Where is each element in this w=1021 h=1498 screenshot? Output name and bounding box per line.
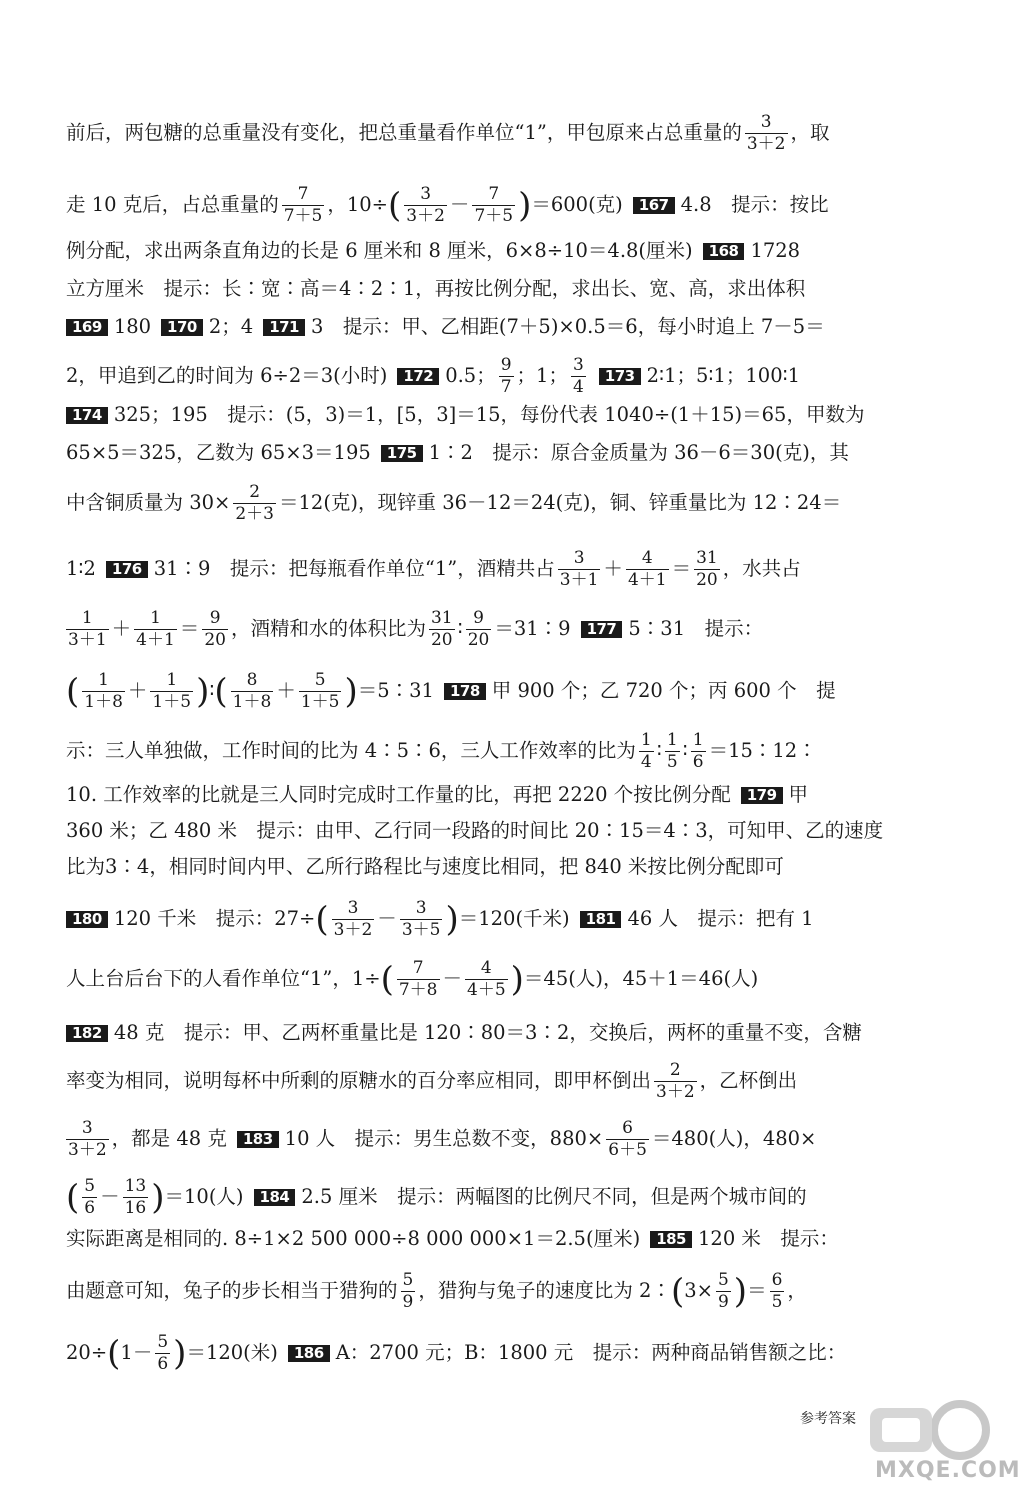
question-number-badge: 181 [580,911,622,928]
question-number-badge: 175 [381,445,423,462]
page-footer: 参考答案 [800,1411,856,1427]
question-number-badge: 182 [66,1025,108,1042]
question-number-badge: 168 [703,243,745,260]
question-number-badge: 180 [66,911,108,928]
text-line-14: 10. 工作效率的比就是三人同时完成时工作量的比，再把 2220 个按比例分配 179 甲 [66,783,809,806]
text: 前后，两包糖的总重量没有变化，把总重量看作单位“1”，甲包原来占总重量的 [66,121,742,144]
question-number-badge: 177 [581,621,623,638]
question-number-badge: 174 [66,407,108,424]
text-line-3: 例分配，求出两条直角边的长是 6 厘米和 8 厘米，6×8÷10＝4.8(厘米) 168 1728 [66,239,801,262]
text-line-2: 走 10 克后，占总重量的 $\frac{7}{7+5}$ ，10÷( $\frac{3}{3+2}$ － $\frac{7}{7+5}$ )＝600(克) 167 4.8 提示：按比 [66,184,829,226]
text-line-12: ( $\frac{1}{1+8}$ ＋ $\frac{1}{1+5}$ )∶( $\frac{8}{1+8}$ ＋ $\frac{5}{1+5}$ )＝5∶31 178 甲 900 个；乙 720 个；丙 600 个 提 [66,670,836,712]
text-line-16: 比为3∶4，相同时间内甲、乙所行路程比与速度比相同，把 840 米按比例分配即可 [66,855,784,878]
text-line-20: 率变为相同，说明每杯中所剩的原糖水的百分率应相同，即甲杯倒出 $\frac{2}{3+2}$ ，乙杯倒出 [66,1060,798,1102]
question-number-badge: 184 [254,1189,296,1206]
question-number-badge: 173 [599,368,641,385]
text-line-8: 65×5＝325，乙数为 65×3＝195 175 1∶2 提示：原合金质量为 36－6＝30(克)，其 [66,441,849,464]
text-line-13: 示：三人单独做，工作时间的比为 4∶5∶6，三人工作效率的比为 $\frac{1}{4}$ ∶ $\frac{1}{5}$ ∶ $\frac{1}{6}$ ＝15∶12∶ [66,730,817,772]
question-number-badge: 171 [263,319,305,336]
question-number-badge: 179 [741,787,783,804]
question-number-badge: 167 [633,197,675,214]
text-line-23: 实际距离是相同的. 8÷1×2 500 000÷8 000 000×1＝2.5(厘米) 185 120 米 提示： [66,1227,839,1250]
text-line-17: 180 120 千米 提示：27÷( $\frac{3}{3+2}$ － $\frac{3}{3+5}$ )＝120(千米) 181 46 人 提示：把有 1 [66,900,814,939]
question-number-badge: 172 [397,368,439,385]
question-number-badge: 178 [444,683,486,700]
text-line-6: 2，甲追到乙的时间为 6÷2＝3(小时) 172 0.5； $\frac{9}{7}$ ；1； $\frac{3}{4}$ 173 2∶1；5∶1；100∶1 [66,355,801,397]
text-line-18: 人上台后台下的人看作单位“1”，1÷( $\frac{7}{7+8}$ － $\frac{4}{4+5}$ )＝45(人)，45＋1＝46(人) [66,958,759,1000]
text-line-9: 中含铜质量为 30× $\frac{2}{2+3}$ ＝12(克)，现锌重 36－12＝24(克)，铜、锌重量比为 12∶24＝ [66,482,842,524]
question-number-badge: 183 [237,1131,279,1148]
text-line-1 [66,114,830,153]
question-number-badge: 170 [161,319,203,336]
text-line-7: 174 325；195 提示：(5，3)＝1，[5，3]＝15，每份代表 1040÷(1＋15)＝65，甲数为 [66,400,864,430]
question-number-badge: 169 [66,319,108,336]
question-number-badge: 176 [106,561,148,578]
text-line-25: 20÷(1－ $\frac{5}{6}$ )＝120(米) 186 A：2700 元；B：1800 元 提示：两种商品销售额之比： [66,1332,847,1374]
text-line-4: 立方厘米 提示：长∶宽∶高＝4∶2∶1，再按比例分配，求出长、宽、高，求出体积 [66,277,806,300]
text-line-19: 182 48 克 提示：甲、乙两杯重量比是 120∶80＝3∶2，交换后，两杯的重量不变，含糖 [66,1018,862,1048]
question-number-badge: 186 [288,1345,330,1362]
text-line-22: ( $\frac{5}{6}$ － $\frac{13}{16}$ )＝10(人) 184 2.5 厘米 提示：两幅图的比例尺不同，但是两个城市间的 [66,1176,807,1218]
text: ，取 [790,121,830,144]
question-number-badge: 185 [650,1231,692,1248]
fraction: $\frac{3}{3+2}$ [746,112,786,154]
watermark-text: MXQE.COM [875,1458,1021,1483]
text-line-21: $\frac{3}{3+2}$ ，都是 48 克 183 10 人 提示：男生总数不变，880× $\frac{6}{6+5}$ ＝480(人)，480× [68,1118,817,1160]
text-line-24: 由题意可知，兔子的步长相当于猎狗的 $\frac{5}{9}$ ，猎狗与兔子的速度比为 2∶(3× $\frac{5}{9}$ )＝ $\frac{6}{5}$ ， [66,1270,807,1312]
text-line-10: 1∶2 176 31∶9 提示：把每瓶看作单位“1”，酒精共占 $\frac{3}{3+1}$ ＋ $\frac{4}{4+1}$ ＝ $\frac{31}{20}$ ，水共占 [66,548,801,590]
text-line-5: 169 180 170 2；4 171 3 提示：甲、乙相距(7＋5)×0.5＝6，每小时追上 7－5＝ [66,312,825,342]
text-line-11: $\frac{1}{3+1}$ ＋ $\frac{1}{4+1}$ ＝ $\frac{9}{20}$ ，酒精和水的体积比为 $\frac{31}{20}$ ∶ $\frac{9}{20}$ ＝31∶9 177 5∶31 提示： [68,608,764,650]
text-line-15: 360 米；乙 480 米 提示：由甲、乙行同一段路的时间比 20∶15＝4∶3，可知甲、乙的速度 [66,819,884,842]
